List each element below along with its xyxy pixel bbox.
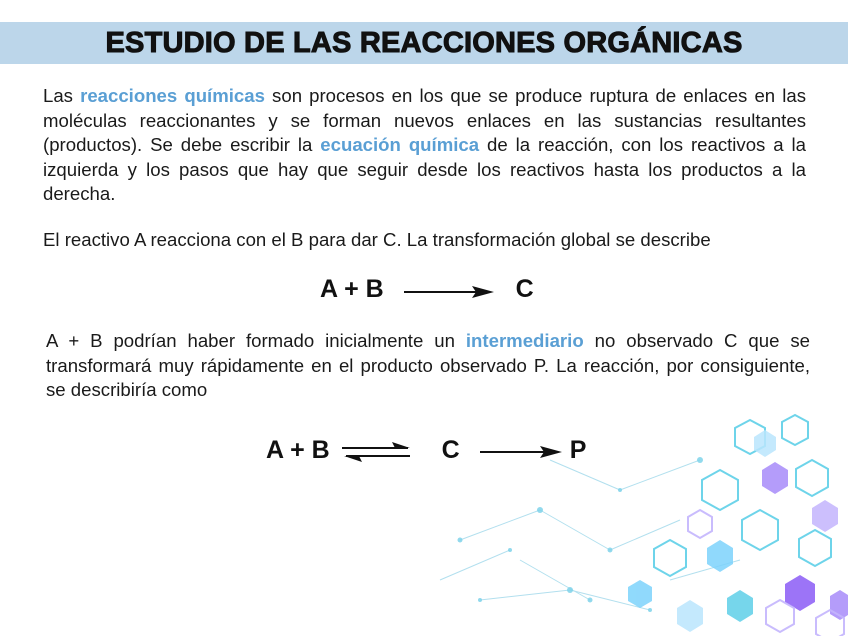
page-title: ESTUDIO DE LAS REACCIONES ORGÁNICAS [105,26,743,59]
paragraph-intermediate [46,329,810,403]
equation2-product: P [569,435,587,464]
title-bar [0,22,848,64]
intermediate-text-2: no observado C que se transformará muy rápidamente en el producto observado P. La reacción, por consiguiente, se describiría como [46,330,811,400]
intermediate-text-1: A + B podrían haber formado inicialmente un [46,330,466,351]
equation2-intermediate: C [441,435,460,464]
intro-text-1: Las [43,85,81,106]
molecular-hexagon-decoration [420,400,848,636]
equilibrium-arrow-icon [342,440,412,464]
equation2-reactants: A + B [266,435,330,464]
paragraph-global: El reactivo A reacciona con el B para dar C. La transformación global se describe [43,229,711,250]
intro-text-2: son procesos en los que se produce ruptura de enlaces en las moléculas reaccionantes y se forman nuevos enlaces en las sustancias resultantes (productos). Se debe escribir la [43,85,806,155]
highlight-intermediario: intermediario [465,330,584,351]
intro-text-3: de la reacción, con los reactivos a la izquierda y los pasos que hay que seguir desde los reactivos hasta los productos a la derecha. [43,134,806,204]
forward-arrow-icon [404,282,494,302]
highlight-reacciones-quimicas: reacciones químicas [80,85,265,106]
equation-reactants: A + B [320,274,384,303]
equation-product: C [515,274,534,303]
paragraph-intro [43,84,806,207]
equation-global [320,272,534,306]
highlight-ecuacion-quimica: ecuación química [320,134,480,155]
